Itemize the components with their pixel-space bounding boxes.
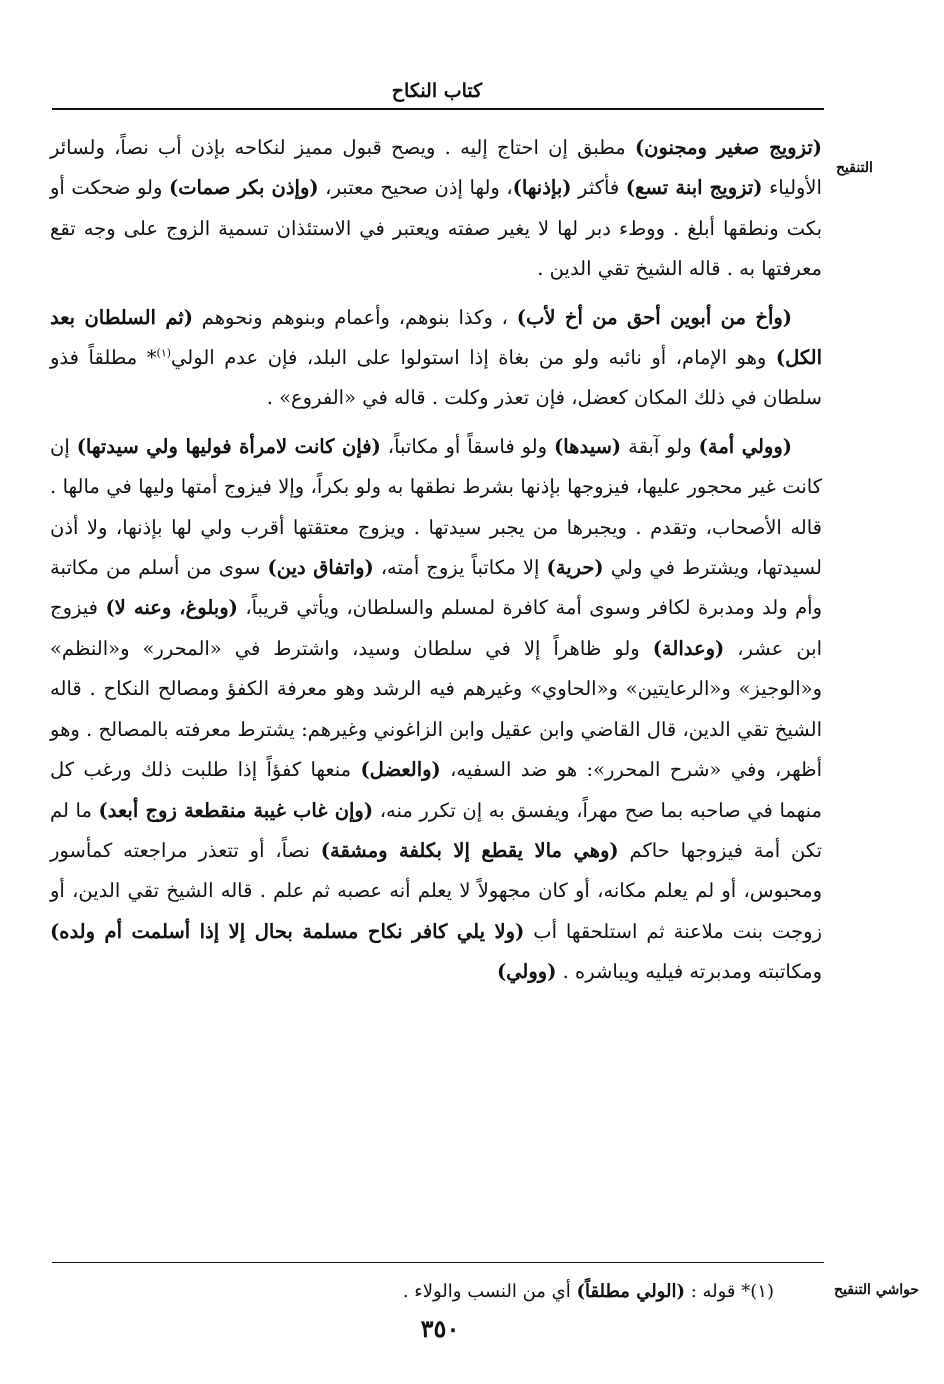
sharh-text: نصاً، أو تتعذر مراجعته كمأسور ومحبوس، أو لم يعلم مكانه، أو كان مجهولاً لا يعلم أنه عصبه ثم علم . قاله الشيخ تقي الدين، أو زوجت بنت ملاعنة ثم استلحقها أب	[50, 838, 823, 943]
paragraph	[50, 298, 822, 419]
matn-text: (وولي أمة)	[698, 434, 792, 458]
sharh-text: فأكثر	[571, 176, 626, 200]
paragraph	[50, 427, 822, 993]
running-header-title: كتاب النكاح	[391, 80, 483, 102]
matn-text: (وهي مالا يقطع إلا بكلفة ومشقة)	[320, 838, 619, 862]
matn-text: (وأخ من أبوين أحق من أخ لأب)	[516, 305, 793, 329]
page-number: ٣٥٠	[420, 1314, 460, 1343]
matn-text: (فإن كانت لامرأة فوليها ولي سيدتها)	[76, 434, 381, 458]
footnote-rule	[52, 1262, 824, 1263]
sharh-text: إلا مكاتباً يزوج أمته،	[373, 556, 547, 580]
matn-text: (ثم السلطان بعد الكل)	[50, 305, 823, 370]
header-rule	[52, 108, 824, 110]
matn-text: (تزويج صغير ومجنون)	[634, 136, 822, 159]
matn-text: (وإن غاب غيبة منقطعة زوج أبعد)	[98, 798, 374, 822]
matn-text: (وبلوغ، وعنه لا)	[105, 596, 238, 620]
matn-text: (واتفاق دين)	[267, 556, 374, 580]
matn-text: (حرية)	[546, 556, 604, 580]
matn-text: (وإذن بكر صمات)	[168, 176, 319, 200]
matn-text: (ولا يلي كافر نكاح مسلمة بحال إلا إذا أسلمت أم ولده)	[50, 919, 525, 943]
sharh-text: ولو آبقة	[621, 434, 699, 458]
matn-text: (تزويج ابنة تسع)	[625, 176, 763, 200]
margin-label-hawashi: حواشي التنقيح	[834, 1282, 919, 1298]
sharh-text: ، ولها إذن صحيح معتبر،	[318, 176, 513, 200]
main-text-block	[50, 128, 822, 1001]
footnote	[52, 1278, 774, 1306]
matn-text: (الولي مطلقاً)	[576, 1281, 685, 1302]
sharh-text: فيزوج ابن عشر،	[50, 596, 823, 660]
margin-label-tanqih: التنقيح	[836, 160, 873, 176]
sharh-text: ولو ظاهراً إلا في سلطان وسيد، واشترط في «المحرر» و«النظم» و«الوجيز» و«الرعايتين» و«الحاوي» وغيرهم فيه الرشد وهو معرفة الكفؤ ومصالح النكاح . قاله الشيخ تقي الدين، قال القاضي وابن عقيل وابن الزاغوني وغيرهم: يشترط معرفته بالمصالح . وهو أظهر، وفي «شرح المحرر»: هو ضد السفيه،	[50, 636, 822, 782]
sharh-text: ومكاتبته ومدبرته فيليه ويباشره .	[556, 960, 822, 984]
sharh-text: * مطلقاً فذو سلطان في ذلك المكان كعضل، فإن تعذر وكلت . قاله في «الفروع» .	[50, 346, 822, 410]
sharh-text: منعها كفؤاً إذا طلبت ذلك ورغب كل منهما في صاحبه بما صح مهراً، ويفسق به إن تكرر منه،	[50, 758, 823, 822]
matn-text: (سيدها)	[554, 434, 622, 458]
footnote-ref: (١)	[156, 346, 172, 360]
sharh-text: وهو الإمام، أو نائبه ولو من بغاة إذا استولوا على البلد، فإن عدم الولي	[171, 346, 776, 370]
footnote-marker: (١)*	[741, 1281, 774, 1302]
sharh-text: قوله :	[684, 1281, 742, 1302]
matn-text: (والعضل)	[360, 758, 441, 782]
paragraph	[50, 128, 822, 290]
sharh-text: سوى من أسلم من مكاتبة وأم ولد ومدبرة لكافر وسوى أمة كافرة لمسلم والسلطان، ويأتي قريباً،	[50, 556, 822, 620]
sharh-text: ، وكذا بنوهم، وأعمام وبنوهم ونحوهم	[192, 305, 517, 329]
matn-text: (وعدالة)	[652, 636, 725, 660]
sharh-text: ولو فاسقاً أو مكاتباً،	[380, 434, 555, 458]
matn-text: (بإذنها)	[512, 176, 572, 200]
matn-text: (وولي)	[496, 960, 557, 984]
sharh-text: ولو ضحكت أو بكت ونطقها أبلغ . ووطء دبر لها لا يغير صفته ويعتبر في الاستئذان تسمية الزوج على وجه تقع معرفتها به . قاله الشيخ تقي الدين .	[50, 176, 822, 281]
sharh-text: إن كانت غير محجور عليها، فيزوجها بإذنها بشرط نطقها به ولو بكراً، وإلا فيزوج أمتها وليها في مالها . قاله الأصحاب، وتقدم . ويجبرها من يجبر سيدتها . ويزوج معتقتها أقرب ولي لها بإذنها، ولا أذن لسيدتها، ويشترط في ولي	[50, 434, 822, 580]
sharh-text: أي من النسب والولاء .	[402, 1281, 577, 1302]
sharh-text: مطبق إن احتاج إليه . ويصح قبول مميز لنكاحه بإذن أب نصاً، ولسائر الأولياء	[50, 136, 822, 200]
sharh-text: ما لم تكن أمة فيزوجها حاكم	[50, 798, 822, 862]
